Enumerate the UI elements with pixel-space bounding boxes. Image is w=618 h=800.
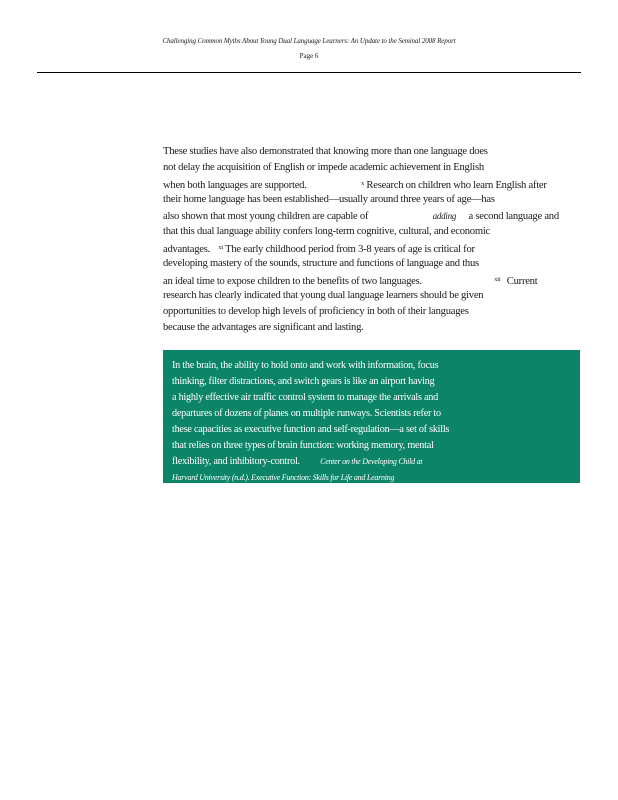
body-text: that this dual language ability confers long-term cognitive, cultural, and economic: [163, 226, 490, 237]
callout-text: [172, 358, 572, 486]
body-line: [163, 144, 558, 160]
body-line: [163, 288, 558, 304]
body-paragraph: [163, 144, 558, 336]
callout-citation: Harvard University (n.d.). Executive Function: Skills for Life and Learning: [172, 473, 395, 482]
body-line: [163, 160, 558, 176]
header-divider: [37, 72, 581, 73]
callout-line: [172, 470, 572, 486]
callout-sentence: departures of dozens of planes on multiple runways. Scientists refer to: [172, 408, 441, 419]
body-text: their home language has been established—usually around three years of age—has: [163, 194, 495, 205]
body-text: not delay the acquisition of English or impede academic achievement in English: [163, 162, 484, 173]
callout-sentence: In the brain, the ability to hold onto and work with information, focus: [172, 360, 439, 371]
callout-line: [172, 390, 572, 406]
body-text: developing mastery of the sounds, structure and functions of language and thus: [163, 258, 479, 269]
callout-box: [163, 350, 580, 483]
body-line: [163, 272, 558, 288]
callout-line: [172, 406, 572, 422]
emphasis-text: adding: [432, 211, 457, 221]
endnote-ref: xii: [494, 276, 501, 283]
callout-sentence: thinking, filter distractions, and switch gears is like an airport having: [172, 376, 435, 387]
callout-line: [172, 374, 572, 390]
page-number: Page 6: [299, 52, 319, 60]
body-line: [163, 304, 558, 320]
body-text: Research on children who learn English after: [366, 180, 547, 191]
body-line: [163, 256, 558, 272]
body-text: an ideal time to expose children to the benefits of two languages.: [163, 276, 422, 287]
body-text: Current: [506, 276, 538, 287]
body-text: research has clearly indicated that young dual language learners should be given: [163, 290, 484, 301]
body-line: [163, 224, 558, 240]
body-line: [163, 192, 558, 208]
callout-citation: Center on the Developing Child at: [320, 457, 423, 466]
endnote-ref: x: [361, 180, 365, 187]
callout-line: [172, 438, 572, 454]
callout-line: [172, 358, 572, 374]
body-line: [163, 240, 558, 256]
callout-line: [172, 422, 572, 438]
callout-line: [172, 454, 572, 470]
callout-sentence: that relies on three types of brain function: working memory, mental: [172, 440, 434, 451]
callout-sentence: these capacities as executive function and self-regulation—a set of skills: [172, 424, 450, 435]
body-line: [163, 320, 558, 336]
body-line: [163, 176, 558, 192]
body-text: These studies have also demonstrated that knowing more than one language does: [163, 146, 488, 157]
body-text: also shown that most young children are capable of: [163, 211, 369, 222]
body-text: advantages.: [163, 244, 210, 255]
body-line: [163, 208, 558, 224]
running-header-title: Challenging Common Myths About Young Dual Language Learners: An Update to the Seminal 2008 Report: [162, 37, 456, 45]
callout-sentence: flexibility, and inhibitory-control.: [172, 456, 300, 467]
body-text: when both languages are supported.: [163, 180, 307, 191]
endnote-ref: xi: [218, 244, 223, 251]
body-text: because the advantages are significant and lasting.: [163, 322, 364, 333]
callout-sentence: a highly effective air traffic control system to manage the arrivals and: [172, 392, 438, 403]
body-text: opportunities to develop high levels of proficiency in both of their languages: [163, 306, 469, 317]
body-text: The early childhood period from 3-8 years of age is critical for: [225, 244, 475, 255]
body-text: a second language and: [468, 211, 559, 222]
